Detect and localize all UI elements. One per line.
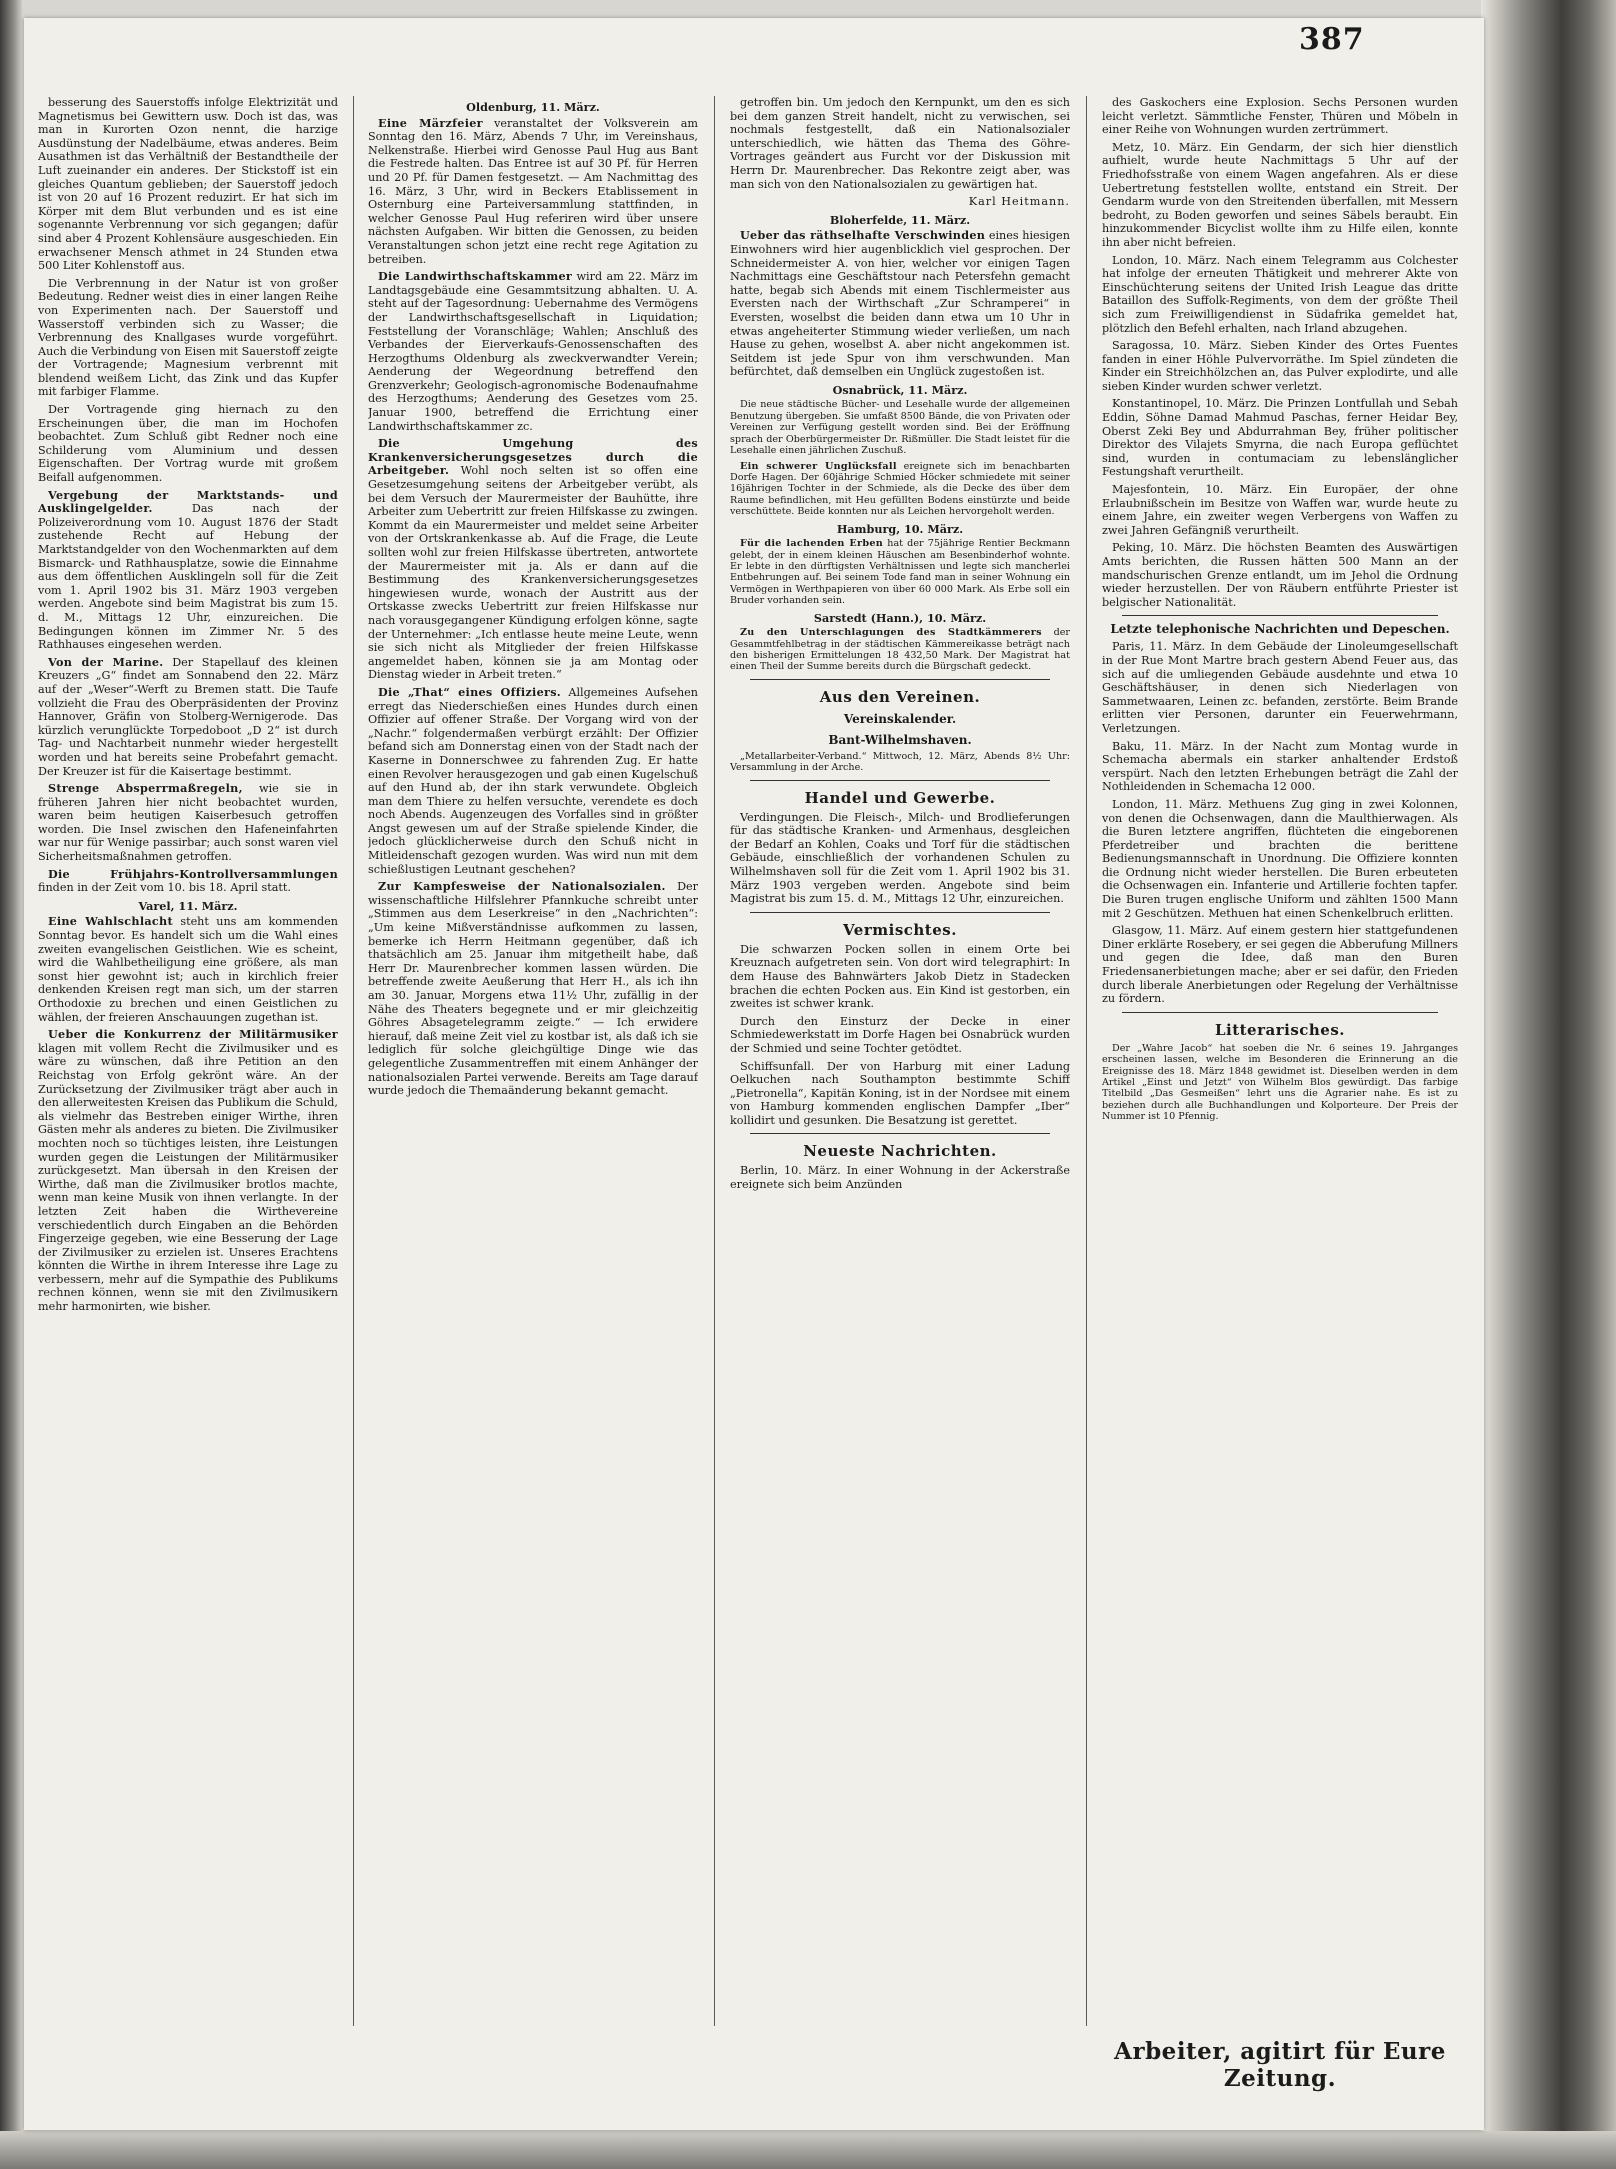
section-heading-litterarisches: Litterarisches. <box>1214 1020 1346 1039</box>
article-text: besserung des Sauerstoffs infolge Elektrizität und Magnetismus bei Gewittern usw. Doch ist das, was man in Kurorten Ozon nennt, die harzige Ausdünstung der Nadelbäume, etwas anderes. Beim Ausathmen ist das Verhältniß der Bestandtheile der Luft zueinander ein anderes. Der Stickstoff ist ein gleiches Quantum geblieben; der Sauerstoff jedoch ist von 20 auf 16 Prozent reduzirt. Er hat sich im Körper mit dem Blut verbunden und es ist eine sogenannte Verbrennung vor sich gegangen; dafür sind aber 4 Prozent Kohlensäure ausgeschieden. Ein erwachsener Mensch athmet in 24 Stunden etwa 500 Liter Kohlenstoff aus. <box>38 96 338 273</box>
article-body: hat der 75jährige Rentier Beckmann gelebt, der in einem kleinen Häuschen am Besenbinderhof wohnte. Er lebte in den dürftigsten Verhältnissen und legte sich mancherlei Entbehrungen auf. Bei seinem Tode fand man in seiner Wohnung ein Vermögen in Werthpapieren von über 60 000 Mark. Als Erbe soll ein Bruder vorhanden sein. <box>730 538 1070 607</box>
article-heading: Eine Märzfeier <box>378 115 483 130</box>
article-text: des Gaskochers eine Explosion. Sechs Personen wurden leicht verletzt. Sämmtliche Fenster, Thüren und Möbeln in einer Reihe von Wohnungen wurden zertrümmert. <box>1102 96 1458 137</box>
article-unglueck <box>730 461 1070 518</box>
news-konstantinopel: Konstantinopel, 10. März. Die Prinzen Lontfullah und Sebah Eddin, Söhne Damad Mahmud Paschas, ferner Heidar Bey, Oberst Zeki Bey und Abdurrahman Bey, früher politischer Direktor des Vilajets Smyrna, die nach Europa geflüchtet sind, wurden in contumaciam zu lebenslänglicher Festungshaft verurtheilt. <box>1102 397 1458 479</box>
article-offizier <box>368 686 698 876</box>
article-heading: Zur Kampfesweise der Nationalsozialen. <box>378 879 666 894</box>
article-schiffsunfall: Schiffsunfall. Der von Harburg mit einer Ladung Oelkuchen nach Southampton bestimmte Schiff „Pietronella“, Kapitän Koning, ist in der Nordsee mit einem von Hamburg kommenden englischen Dampfer „Iber“ kollidirt und gesunken. Die Besatzung ist gerettet. <box>730 1059 1070 1127</box>
article-body: Das nach der Polizeiverordnung vom 10. August 1876 der Stadt zustehende Recht auf Hebung der Marktstandgelder von den Wochenmarkten auf dem Bismarck- und Rathhausplatze, sowie die Einnahme aus dem öffentlichen Ausklingeln soll für die Zeit vom 1. April 1902 bis 31. März 1903 vergeben werden. Angebote sind beim Magistrat bis zum 15. d. M., Mittags 12 Uhr, einzureichen. Die Bedingungen können im Zimmer Nr. 5 des Rathhauses eingesehen werden. <box>38 502 338 652</box>
scan-edge-bottom <box>0 2131 1616 2169</box>
column-4 <box>1102 96 1458 2026</box>
section-heading-handel: Handel und Gewerbe. <box>804 788 996 807</box>
column-rule <box>353 96 354 2026</box>
article-body: Der Stapellauf des kleinen Kreuzers „G“ findet am Sonnabend den 22. März auf der „Weser“-Werft zu Bremen statt. Die Taufe vollzieht die Frau des Oberpräsidenten der Provinz Hannover, Gräfin von Stolberg-Wernigerode. Das kürzlich verunglückte Torpedoboot „D 2“ ist durch Tag- und Nachtarbeit nunmehr wieder hergestellt worden und hat bereits seine Probefahrt gemacht. Der Kreuzer ist für die Kaisertage bestimmt. <box>38 655 338 778</box>
dateline: Osnabrück, 11. März. <box>832 382 968 397</box>
article-verschwinden <box>730 229 1070 379</box>
scan-binding-right <box>1481 0 1616 2169</box>
article-konkurrenz <box>38 1028 338 1313</box>
article-body: steht uns am kommenden Sonntag bevor. Es handelt sich um die Wahl eines zweiten evangelischen Geistlichen. Wie es scheint, wird die Wahlbetheiligung eine größere, als man sonst hier gewohnt ist; auch in kirchlich freier denkenden Kreisen regt man sich, um der starren Orthodoxie zu brechen und einen Geistlichen zu wählen, der freieren Anschauungen zugethan ist. <box>38 915 338 1024</box>
article-markt <box>38 489 338 652</box>
section-divider <box>750 912 1050 913</box>
article-verdingungen: Verdingungen. Die Fleisch-, Milch- und Brodlieferungen für das städtische Kranken- und Armenhaus, desgleichen der Bedarf an Kohlen, Coaks und Torf für die städtischen Gebäude, einschließlich der vorhandenen Schulen zu Wilhelmshaven soll für die Zeit vom 1. April 1902 bis 31. März 1903 vergeben werden. Angebote sind beim Magistrat bis zum 15. d. M., Mittags 12 Uhr, einzureichen. <box>730 810 1070 906</box>
article-marine <box>38 656 338 778</box>
news-metz: Metz, 10. März. Ein Gendarm, der sich hier dienstlich aufhielt, wurde heute Nachmittags 5 Uhr auf der Friedhofsstraße von einem Wagen angefahren. Als er diese Uebertretung feststellen wollte, entstand ein Streit. Der Gendarm wurde von den Streitenden überfallen, mit Messern bedroht, zu Boden geworfen und seines Säbels beraubt. Ein hinzukommender Bicyclist wollte ihm zu Hilfe eilen, konnte ihn aber nicht befreien. <box>1102 140 1458 249</box>
section-divider <box>1122 1012 1438 1013</box>
article-text: Die Verbrennung in der Natur ist von großer Bedeutung. Redner weist dies in einer langen Reihe von Experimenten nach. Der Sauerstoff und Wasserstoff verbinden sich zu Wasser; die Verbrennung des Knallgases wurde vorgeführt. Auch die Verbindung von Eisen mit Sauerstoff zeigte der Vortragende; Magnesium verbrennt mit blendend weißem Licht, das Zink und das Kupfer mit farbiger Flamme. <box>38 276 338 399</box>
article-berlin: Berlin, 10. März. In einer Wohnung in der Ackerstraße ereignete sich beim Anzünden <box>730 1164 1070 1192</box>
article-lesehalle: Die neue städtische Bücher- und Lesehalle wurde der allgemeinen Benutzung übergeben. Sie umfaßt 8500 Bände, die von Privaten oder Vereinen zur Verfügung gestellt worden sind. Bei der Eröffnung sprach der Oberbürgermeister Dr. Rißmüller. Die Stadt leistet für die Lesehalle einen jährlichen Zuschuß. <box>730 399 1070 457</box>
article-heading: Die Frühjahrs-Kontrollversammlungen <box>48 866 338 881</box>
news-saragossa: Saragossa, 10. März. Sieben Kinder des Ortes Fuentes fanden in einer Höhle Pulvervorräthe. Im Spiel zündeten die Kinder ein Streichhölzchen an, das Pulver explodirte, und alle sieben Kinder wurden schwer verletzt. <box>1102 339 1458 393</box>
article-heading: Die Landwirthschaftskammer <box>378 269 573 284</box>
scan-edge-left <box>0 0 22 2169</box>
column-2 <box>368 96 698 2026</box>
event-listing: „Metallarbeiter-Verband.“ Mittwoch, 12. März, Abends 8½ Uhr: Versammlung in der Arche. <box>730 750 1070 774</box>
signature: Karl Heitmann. <box>968 195 1070 209</box>
article-heading: Eine Wahlschlacht <box>48 914 173 929</box>
article-heading: Strenge Absperrmaßregeln, <box>48 781 243 796</box>
article-body: Wohl noch selten ist so offen eine Gesetzesumgehung seitens der Arbeitgeber verübt, als bei dem Versuch der Maurermeister der Bauhütte, ihre Arbeiter zum Uebertritt zur freien Hilfskasse zu zwingen. Kommt da ein Maurermeister und meldet seine Arbeiter von der Ortskrankenkasse ab. Auf die Frage, die Leute sollten wohl zur freien Hilfskasse übertreten, antwortete der Maurermeister mit ja. Als er dann auf die Bestimmung des Krankenversicherungsgesetzes hingewiesen wurde, wonach der Austritt aus der Ortskasse zwecks Uebertritt zur freien Hilfskasse nur nach vorausgegangener Kündigung erfolgen könne, sagte der Unternehmer: „Ich entlasse heute meine Leute, wenn sie sich nicht als Mitglieder der freien Hilfskasse angemeldet haben, können sie ja am Montag oder Dienstag wieder in Arbeit treten.“ <box>368 464 698 682</box>
article-wahre-jacob: Der „Wahre Jacob“ hat soeben die Nr. 6 seines 19. Jahrganges erscheinen lassen, welche im Besonderen die Erinnerung an die Ereignisse des 18. März 1848 gewidmet ist. Dieselben werden in dem Artikel „Einst und Jetzt“ von Wilhelm Blos gewürdigt. Das farbige Titelbild „Das Gesmeißen“ lehrt uns die Agrarier nahe. Es ist zu beziehen durch alle Buchhandlungen und Kolporteure. Der Preis der Nummer ist 10 Pfennig. <box>1102 1042 1458 1123</box>
article-landwirthschaft <box>368 270 698 433</box>
article-body: Allgemeines Aufsehen erregt das Niederschießen eines Hundes durch einen Offizier auf offener Straße. Der Vorgang wird von der „Nachr.“ folgendermaßen verbürgt erzählt: Der Offizier befand sich am Donnerstag einen von der Stadt nach der Kaserne in Donnerschwee zu fahrenden Zug. Er hatte einen Revolver herausgezogen und gab einen Kugelschuß auf den Hund ab, der ihn stark verwundete. Obgleich man dem Thiere zu helfen versuchte, verendete es doch noch Abends. Augenzeugen des Vorfalles sind in größter Angst gewesen um auf der Straße spielende Kinder, die jedoch glücklicherweise durch den Schuß nicht in Mitleidenschaft gezogen wurden. Was wird nun mit dem schießlustigen Leutnant geschehen? <box>368 685 698 876</box>
column-1 <box>38 96 338 2026</box>
article-heading: Ein schwerer Unglücksfall <box>740 460 897 472</box>
dateline: Sarstedt (Hann.), 10. März. <box>813 610 987 625</box>
article-decke: Durch den Einsturz der Decke in einer Schmiedewerkstatt im Dorfe Hagen bei Osnabrück wurden der Schmied und seine Tochter getödtet. <box>730 1014 1070 1055</box>
news-glasgow: Glasgow, 11. März. Auf einem gestern hier stattgefundenen Diner erklärte Rosebery, er sei gegen die Abberufung Millners und gegen die Idee, daß man den Buren Friedensanerbietungen mache; aber er sei dafür, den Frieden durch liberale Anerbietungen oder Regelung der Verhältnisse zu fördern. <box>1102 924 1458 1006</box>
section-heading-vermischtes: Vermischtes. <box>843 920 957 939</box>
article-absperr <box>38 782 338 864</box>
news-london: London, 11. März. Methuens Zug ging in zwei Kolonnen, von denen die Ochsenwagen, dann die Maulthierwagen. Als die Buren letztere angriffen, flüchteten die eingeborenen Pferdetreiber und brachten die berittene Bedienungsmannschaft in Unordnung. Die Offiziere konnten die Ordnung nicht wieder herstellen. Die Buren erbeuteten die Ochsenwagen ein. Infanterie und Artillerie fochten tapfer. Die Buren trugen englische Uniform und zählten 1500 Mann mit 2 Geschützen. Methuen hat einen Schenkelbruch erlitten. <box>1102 797 1458 920</box>
subheading: Bant-Wilhelmshaven. <box>828 732 972 747</box>
article-heading: Vergebung der Marktstands- und Ausklingelgelder. <box>38 487 338 516</box>
article-umgehung <box>368 437 698 682</box>
article-heading: Für die lachenden Erben <box>740 538 884 550</box>
article-pocken: Die schwarzen Pocken sollen in einem Orte bei Kreuznach aufgetreten sein. Von dort wird telegraphirt: In dem Hause des Bahnwärters Jakob Dietz in Stadecken brachen die echten Pocken aus. Ein Kind ist gestorben, ein zweites ist schwer krank. <box>730 942 1070 1011</box>
dateline: Hamburg, 10. März. <box>836 521 964 536</box>
column-3 <box>730 96 1070 2026</box>
footer-slogan: Arbeiter, agitirt für Eure Zeitung. <box>1114 2038 1446 2092</box>
article-body: wird am 22. März im Landtagsgebäude eine Gesammtsitzung abhalten. U. A. steht auf der Tagesordnung: Uebernahme des Vermögens der Landwirthschaftsgesellschaft in Liquidation; Feststellung der Voranschläge; Wahlen; Anschluß des Verbandes der Eierverkaufs-Genossenschaften des Herzogthums Oldenburg als zweckverwandter Verein; Aenderung der Wegeordnung betreffend den Grenzverkehr; Geologisch-agronomische Bodenaufnahme des Herzogthums; Aenderung des Gesetzes vom 25. Januar 1900, betreffend die Errichtung einer Landwirthschaftskammer zc. <box>368 270 698 433</box>
article-body: Der wissenschaftliche Hilfslehrer Pfannkuche schreibt unter „Stimmen aus dem Leserkreise“ in den „Nachrichten“: „Um keine Mißverständnisse aufkommen zu lassen, bemerke ich Herrn Heitmann gegenüber, daß ich thatsächlich am 25. Januar ihm mitgetheilt habe, daß Herr Dr. Maurenbrecher kommen lassen würden. Die betreffende zweite Aeußerung that Herr H., als ich ihn am 30. Januar, Morgens etwa 11½ Uhr, zufällig in der Nähe des Theaters begegnete und er mir gleichzeitig Göhres Absagetelegramm zeigte.“ — Ich erwidere hierauf, daß meine Zeit viel zu kostbar ist, als daß ich sie lediglich für solche gleichgültige Dinge wie das gelegentliche Zusammentreffen mit einem Anhänger der nationalsozialen Partei verwende. Bereits am Tage darauf wurde jedoch die Themaänderung bekannt gemacht. <box>368 880 698 1098</box>
section-divider <box>750 679 1050 680</box>
article-heading: Von der Marine. <box>48 654 164 669</box>
article-stadtkaemmerer <box>730 627 1070 673</box>
section-divider <box>750 780 1050 781</box>
article-body: eines hiesigen Einwohners wird hier augenblicklich viel gesprochen. Der Schneidermeister A. von hier, welcher vor einigen Tagen Nachmittags eine Geschäftstour nach Petersfehn gemacht hatte, begab sich Abends mit einem Tischlermeister aus Eversten nach der Wirthschaft „Zur Schramperei“ in Eversten, woselbst die beiden dann etwa um 10 Uhr in etwas angeheiterter Stimmung wieder verließen, um nach Hause zu gehen, woselbst A. aber nicht angekommen ist. Seitdem ist jede Spur von ihm verschwunden. Man befürchtet, daß demselben ein Unglück zugestoßen ist. <box>730 229 1070 379</box>
article-erben <box>730 538 1070 606</box>
article-body: veranstaltet der Volksverein am Sonntag den 16. März, Abends 7 Uhr, im Vereinshaus, Nelkenstraße. Hierbei wird Genosse Paul Hug aus Bant die Festrede halten. Das Entree ist auf 30 Pf. für Herren und 20 Pf. für Damen festgesetzt. — Am Nachmittag des 16. März, 3 Uhr, wird in Beckers Etablissement in Osternburg eine Parteiversammlung stattfinden, in welcher Genosse Paul Hug referiren wird über unsere nächsten Aufgaben. Wir bitten die Genossen, zu beiden Veranstaltungen schon jetzt eine recht rege Agitation zu betreiben. <box>368 116 698 266</box>
news-majesfontein: Majesfontein, 10. März. Ein Europäer, der ohne Erlaubnißschein im Besitze von Waffen war, wurde heute zu einem Jahre, ein zweiter wegen Verbergens von Waffen zu zwei Jahren Gefängniß verurtheilt. <box>1102 483 1458 537</box>
dateline: Varel, 11. März. <box>138 898 238 913</box>
column-rule <box>1086 96 1087 2026</box>
news-london: London, 10. März. Nach einem Telegramm aus Colchester hat infolge der erneuten Thätigkeit und mehrerer Akte von Einschüchterung seitens der United Irish League das dritte Bataillon des Suffolk-Regiments, von dem der größte Theil sich zum Freiwilligendienst in Südafrika gemeldet hat, plötzlich den Befehl erhalten, nach Irland abzugehen. <box>1102 253 1458 335</box>
section-divider <box>750 1133 1050 1134</box>
section-heading-letzte: Letzte telephonische Nachrichten und Depeschen. <box>1110 622 1450 637</box>
section-divider <box>1122 615 1438 616</box>
article-body: der Gesammtfehlbetrag in der städtischen Kämmereikasse beträgt nach den bisherigen Ermittelungen 18 432,50 Mark. Der Magistrat hat einen Theil der Summe bereits durch die Bürgschaft gedeckt. <box>730 627 1070 673</box>
article-wahl <box>38 915 338 1024</box>
article-body: klagen mit vollem Recht die Zivilmusiker und es wäre zu wünschen, daß ihre Petition an den Reichstag von Erfolg gekrönt wäre. An der Zurücksetzung der Zivilmusiker trägt aber auch in den allerweitesten Kreisen das Publikum die Schuld, als vielmehr das Bestreben einiger Wirthe, ihren Gästen mehr als anderes zu bieten. Die Zivilmusiker mochten noch so tüchtiges leisten, ihre Leistungen wurden gegen die Leistungen der Militärmusiker zurückgesetzt. Man übersah in den Kreisen der Wirthe, daß man die Zivilmusiker brotlos machte, wenn man keine Musik von ihnen verlangte. In der letzten Zeit haben die Wirthevereine verschiedentlich durch Eingaben an die Behörden Fingerzeige gegeben, wie eine Besserung der Lage der Zivilmusiker zu erzielen ist. Unseres Erachtens könnten die Wirthe in ihrem Interesse ihre Lage zu verbessern, mehr auf die Sympathie des Publikums rechnen können, wenn sie mit den Zivilmusikern mehr harmonirten, wie bisher. <box>38 1041 338 1314</box>
article-body: wie sie in früheren Jahren hier nicht beobachtet wurden, waren beim heutigen Kaiserbesuch getroffen worden. Die Insel zwischen den Hafeneinfahrten war nur für Wenige passirbar; auch sonst waren viel Sicherheitsmaßnahmen getroffen. <box>38 782 338 864</box>
news-baku: Baku, 11. März. In der Nacht zum Montag wurde in Schemacha abermals ein starker anhaltender Erdstoß verspürt. Nach den letzten Erhebungen beträgt die Zahl der Nothleidenden in Schemacha 12 000. <box>1102 739 1458 794</box>
article-body: ereignete sich im benachbarten Dorfe Hagen. Der 60jährige Schmied Höcker schmiedete mit seiner 16jährigen Tochter in der Schmiede, als die Decke des über dem Raume befindlichen, mit Heu gefüllten Bodens einstürzte und beide verschüttete. Beide konnten nur als Leichen hervorgeholt werden. <box>730 460 1070 518</box>
article-text: getroffen bin. Um jedoch den Kernpunkt, um den es sich bei dem ganzen Streit handelt, nicht zu verwischen, sei nochmals festgestellt, daß ein Nationalsozialer unterschiedlich, wie hätten das Thema des Göhre-Vortrages geändert aus Furcht vor der Diskussion mit Herrn Dr. Maurenbrecher. Das Rekontre zeigt aber, was man sich von den Nationalsozialen zu gewärtigen hat. <box>730 96 1070 191</box>
section-heading-neueste: Neueste Nachrichten. <box>803 1142 997 1161</box>
dateline: Bloherfelde, 11. März. <box>829 212 971 227</box>
article-kampfesweise <box>368 880 698 1098</box>
subheading: Vereinskalender. <box>843 711 957 726</box>
column-rule <box>714 96 715 2026</box>
dateline: Oldenburg, 11. März. <box>466 100 600 114</box>
article-body: finden in der Zeit vom 10. bis 18. April statt. <box>38 881 291 895</box>
newspaper-page <box>24 18 1484 2130</box>
news-peking: Peking, 10. März. Die höchsten Beamten des Auswärtigen Amts berichten, die Russen hätten 500 Mann an der mandschurischen Grenze entlandt, um im Jehol die Ordnung wieder herzustellen. Der von Räubern entführte Priester ist belgischer Nationalität. <box>1102 541 1458 609</box>
article-text: Der Vortragende ging hiernach zu den Erscheinungen über, die man im Hochofen beobachtet. Zum Schluß gibt Redner noch eine Schilderung vom Aluminium und dessen Eigenschaften. Der Vortrag wurde mit großem Beifall aufgenommen. <box>38 403 338 485</box>
article-heading: Zu den Unterschlagungen des Stadtkämmerers <box>740 627 1042 639</box>
article-kontroll <box>38 868 338 895</box>
article-heading: Die Umgehung des Krankenversicherungsgesetzes durch die Arbeitgeber. <box>368 436 698 478</box>
article-heading: Ueber das räthselhafte Verschwinden <box>740 228 986 243</box>
article-heading: Die „That“ eines Offiziers. <box>378 684 561 699</box>
section-heading-vereine: Aus den Vereinen. <box>819 687 981 706</box>
article-maerzfeier <box>368 117 698 267</box>
page-number: 387 <box>1299 22 1365 57</box>
news-paris: Paris, 11. März. In dem Gebäude der Linoleumgesellschaft in der Rue Mont Martre brach gestern Abend Feuer aus, das sich auf die umliegenden Gebäude ausdehnte und etwa 10 Geschäftshäuser, in denen sich Niederlagen von Sammetwaaren, Leinen zc. befanden, zerstörte. Beim Brande erlitten vier Personen, darunter ein Feuerwehrmann, Verletzungen. <box>1102 640 1458 735</box>
article-heading: Ueber die Konkurrenz der Militärmusiker <box>48 1027 338 1042</box>
